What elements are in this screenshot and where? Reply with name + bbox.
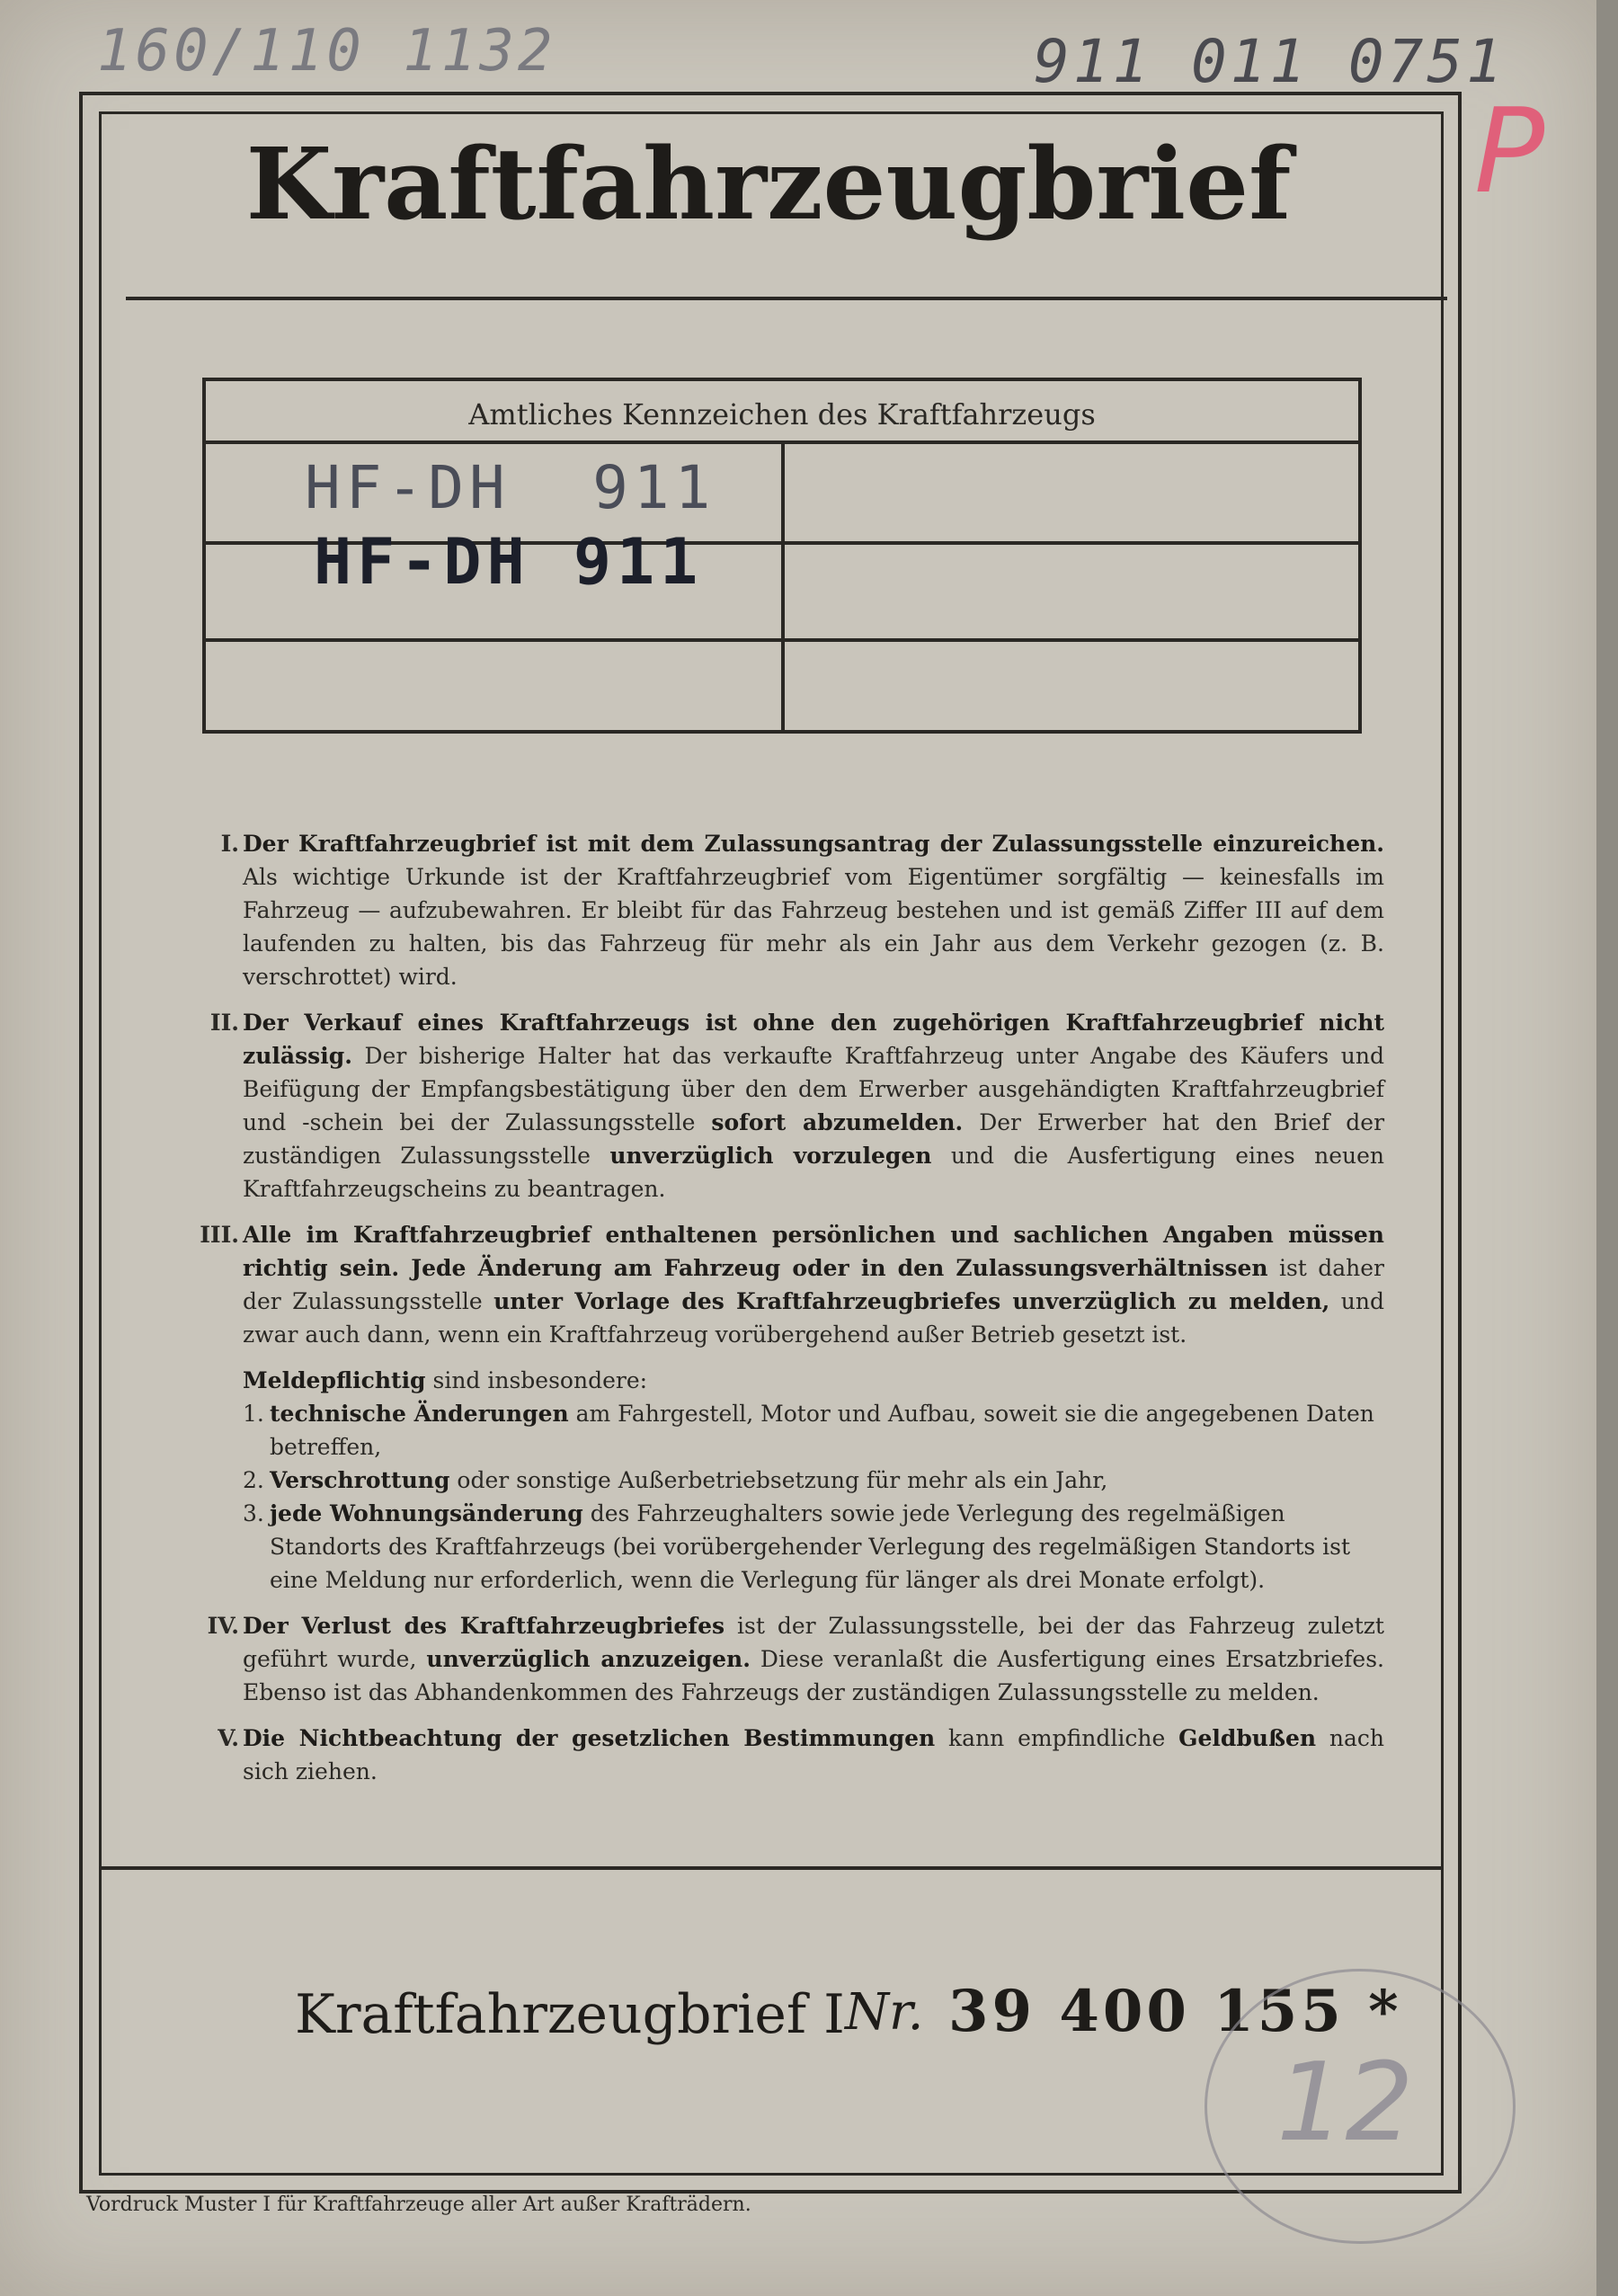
- footer-divider: [99, 1866, 1442, 1870]
- instructions: [189, 827, 1384, 1801]
- list-item: 1. technische Änderungen am Fahrgestell, Motor und Aufbau, soweit sie die angegebenen Daten betreffen,: [243, 1401, 1374, 1460]
- plate-table-header: Amtliches Kennzeichen des Kraftfahrzeugs: [206, 381, 1358, 444]
- document-serial-number: 39 400 155 *: [948, 1978, 1402, 2045]
- reporting-obligations: Meldepflichtig sind insbesondere: 1. technische Änderungen am Fahrgestell, Motor und Aufbau, soweit sie die angegebenen Daten betreffen, 2. Verschrottung oder sonstige Außerbetriebsetzung für mehr als ein Jahr, 3. jede Wohnungsänderung des Fahrzeughalters sowie jede Verlegung des regelmäßigen Standorts des Kraftfahrzeugs (bei vorübergehender Verlegung des regelmäßigen Standorts ist eine Meldung nur erforderlich, wenn die Verlegung für länger als drei Monate erfolgt).: [189, 1364, 1384, 1597]
- rule-item: I. Der Kraftfahrzeugbrief ist mit dem Zulassungsantrag der Zulassungsstelle einzureichen. Als wichtige Urkunde ist der Kraftfahrzeugbrief vom Eigentümer sorgfältig — keinesfalls im Fahrzeug — aufzubewahren. Er bleibt für das Fahrzeug bestehen und ist gemäß Ziffer III auf dem laufenden zu halten, bis das Fahrzeug für mehr als ein Jahr aus dem Verkehr gezogen (z. B. verschrottet) wird.: [220, 831, 1384, 990]
- list-item: 3. jede Wohnungsänderung des Fahrzeughalters sowie jede Verlegung des regelmäßigen Standorts des Kraftfahrzeugs (bei vorübergehender Verlegung des regelmäßigen Standorts ist eine Meldung nur erforderlich, wenn die Verlegung für länger als drei Monate erfolgt).: [243, 1500, 1351, 1593]
- license-plate-table: [202, 378, 1362, 734]
- form-footnote: Vordruck Muster I für Kraftfahrzeuge aller Art außer Krafträdern.: [86, 2194, 751, 2216]
- handwritten-reference-left: 160/110 1132: [97, 18, 556, 85]
- document-title: Kraftfahrzeugbrief: [245, 126, 1292, 242]
- plate-number-bold: HF-DH 911: [314, 525, 704, 599]
- footer-number-label: Nr.: [845, 1983, 924, 2042]
- plate-number-stamped: HF-DH 911: [305, 453, 716, 522]
- title-divider: [126, 297, 1447, 300]
- red-corner-mark: P: [1474, 83, 1549, 219]
- stamp-number: 12: [1276, 2041, 1414, 2166]
- rule-item: II. Der Verkauf eines Kraftfahrzeugs ist ohne den zugehörigen Kraftfahrzeugbrief nicht zulässig. Der bisherige Halter hat das verkaufte Kraftfahrzeug unter Angabe des Käufers und Beifügung der Empfangsbestätigung über den dem Erwerber ausgehändigten Kraftfahrzeugbrief und -schein bei der Zulassungsstelle sofort abzumelden. Der Erwerber hat den Brief der zuständigen Zulassungsstelle unverzüglich vorzulegen und die Ausfertigung eines neuen Kraftfahrzeugscheins zu beantragen.: [209, 1010, 1385, 1202]
- handwritten-reference-right: 911 011 0751: [1034, 27, 1506, 96]
- rule-item: III. Alle im Kraftfahrzeugbrief enthaltenen persönlichen und sachlichen Angaben müssen richtig sein. Jede Änderung am Fahrzeug oder in den Zulassungsverhältnissen ist daher der Zulassungsstelle unter Vorlage des Kraftfahrzeugbriefes unverzüglich zu melden, und zwar auch dann, wenn ein Kraftfahrzeug vorübergehend außer Betrieb gesetzt ist.: [200, 1222, 1385, 1348]
- rule-item: IV. Der Verlust des Kraftfahrzeugbriefes ist der Zulassungsstelle, bei der das Fahrzeug zuletzt geführt wurde, unverzüglich anzuzeigen. Diese veranlaßt die Ausfertigung eines Ersatzbriefes. Ebenso ist das Abhandenkommen des Fahrzeugs der zuständigen Zulassungsstelle zu melden.: [207, 1613, 1384, 1705]
- footer-document-label: Kraftfahrzeugbrief I: [295, 1983, 845, 2046]
- list-item: 2. Verschrottung oder sonstige Außerbetriebsetzung für mehr als ein Jahr,: [243, 1467, 1108, 1493]
- rule-item: V. Die Nichtbeachtung der gesetzlichen Bestimmungen kann empfindliche Geldbußen nach sich ziehen.: [218, 1725, 1384, 1784]
